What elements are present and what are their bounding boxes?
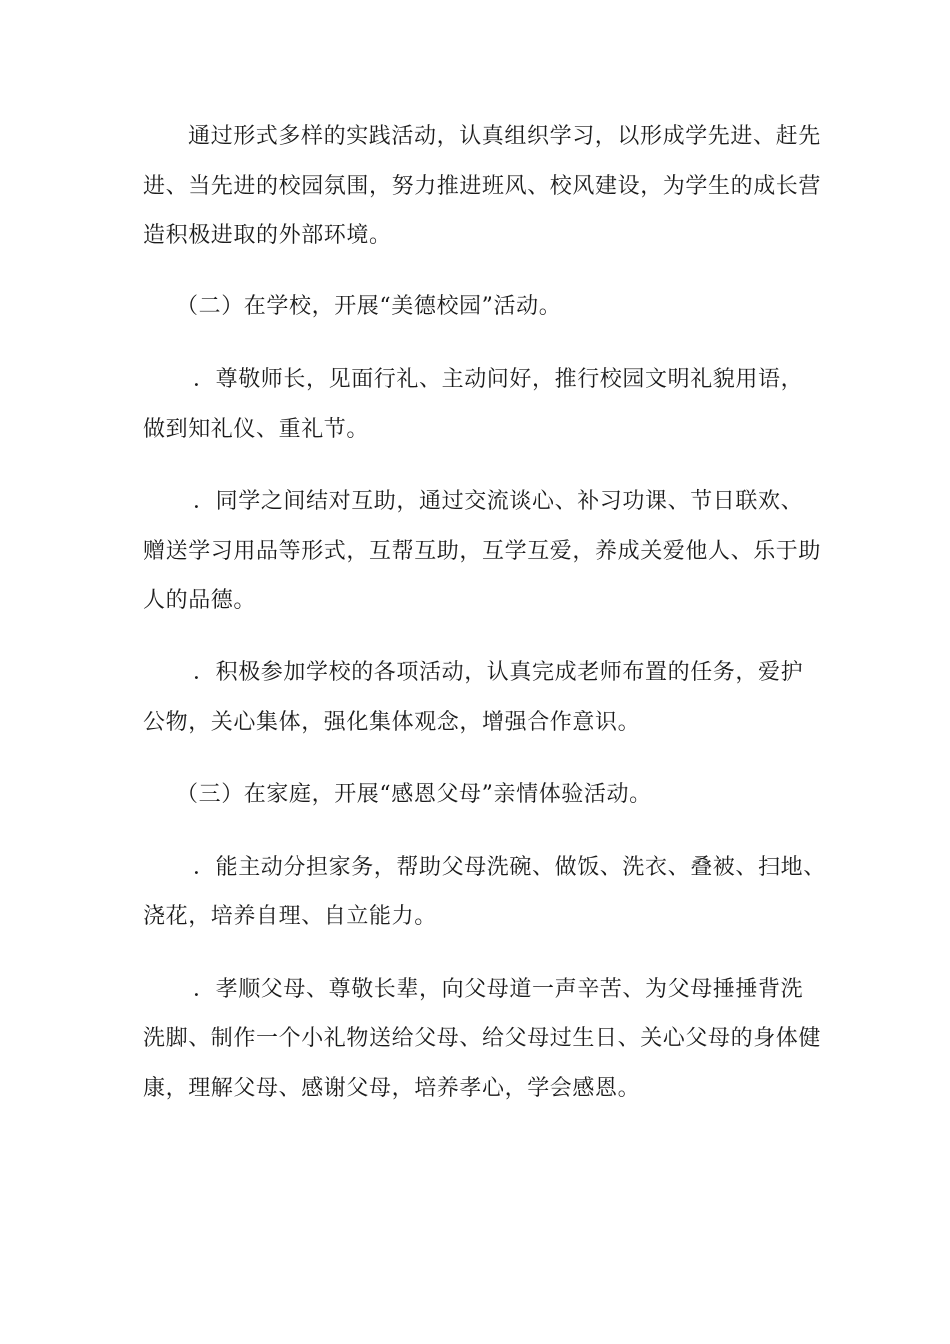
item-school-activities-line-1: ．积极参加学校的各项活动，认真完成老师布置的任务，爱护 (193, 660, 804, 685)
item-respect-teachers-line-1: ．尊敬师长，见面行礼、主动问好，推行校园文明礼貌用语， (193, 367, 804, 392)
section-heading-school: （二）在学校，开展“美德校园”活动。 (176, 294, 562, 319)
item-classmates-help-line-3: 人的品德。 (143, 588, 257, 613)
paragraph-1-line-3: 造积极进取的外部环境。 (143, 223, 392, 248)
item-filial-piety-line-3: 康，理解父母、感谢父母，培养孝心，学会感恩。 (143, 1076, 641, 1101)
item-filial-piety-line-1: ．孝顺父母、尊敬长辈，向父母道一声辛苦、为父母捶捶背洗 (193, 977, 804, 1002)
paragraph-1-line-1: 通过形式多样的实践活动，认真组织学习，以形成学先进、赶先 (188, 124, 821, 149)
item-respect-teachers-line-2: 做到知礼仪、重礼节。 (143, 417, 370, 442)
item-school-activities-line-2: 公物，关心集体，强化集体观念，增强合作意识。 (143, 710, 641, 735)
item-classmates-help-line-1: ．同学之间结对互助，通过交流谈心、补习功课、节日联欢、 (193, 489, 804, 514)
item-housework-line-1: ．能主动分担家务，帮助父母洗碗、做饭、洗衣、叠被、扫地、 (193, 855, 826, 880)
paragraph-1-line-2: 进、当先进的校园氛围，努力推进班风、校风建设，为学生的成长营 (143, 174, 822, 199)
item-housework-line-2: 浇花，培养自理、自立能力。 (143, 904, 437, 929)
item-filial-piety-line-2: 洗脚、制作一个小礼物送给父母、给父母过生日、关心父母的身体健 (143, 1026, 822, 1051)
section-heading-family: （三）在家庭，开展“感恩父母”亲情体验活动。 (176, 782, 652, 807)
item-classmates-help-line-2: 赠送学习用品等形式，互帮互助，互学互爱，养成关爱他人、乐于助 (143, 539, 822, 564)
